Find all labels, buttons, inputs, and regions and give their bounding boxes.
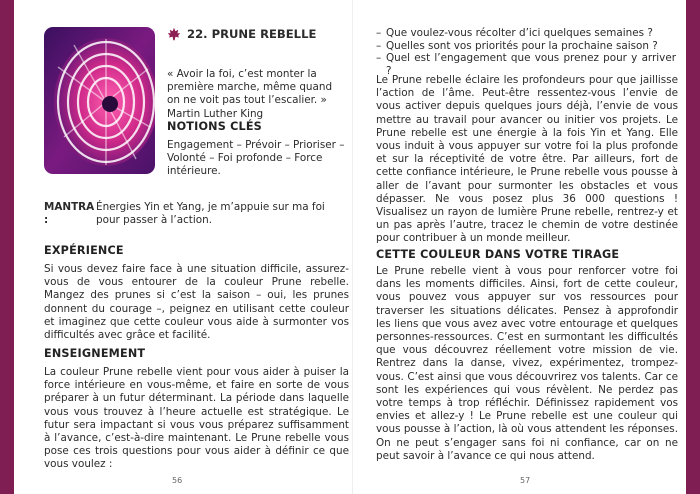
- main-paragraph: Le Prune rebelle éclaire les profondeurs pour que jaillisse l’action de l’âme. Peut-être ressentez-vous l’envie de vous activer depuis quelques jours déjà, l’envie de vous mettre au travail pour avancer ou initier vos projets. Le Prune rebelle est une énergie à la fois Yin et Yang. Elle vous induit à vous appuyer sur votre foi la plus profonde et sur la réceptivité de votre être. Par ailleurs, fort de cette confiance intérieure, le Prune rebelle vous pousse à aller de l’avant pour surmonter les obstacles et vous dépasser. Ne vous posez plus 36 000 questions ! Visualisez un rayon de lumière Prune rebelle, rentrez-y et un pas après l’autre, tracez le chemin de votre destinée pour contribuer à un monde meilleur.: [376, 74, 678, 245]
- card-title: [167, 27, 316, 41]
- left-cover-edge: [0, 0, 14, 494]
- enseignement-section: [44, 347, 349, 472]
- tirage-heading: CETTE COULEUR DANS VOTRE TIRAGE: [376, 248, 620, 261]
- list-item: – Quel est l’engagement que vous prenez pour y arriver ?: [376, 52, 676, 77]
- card-title-text: 22. PRUNE REBELLE: [187, 27, 317, 41]
- spiral-staircase-image: [44, 27, 155, 174]
- mantra-text: Énergies Yin et Yang, je m’appuie sur ma foi pour passer à l’action.: [96, 201, 325, 227]
- enseignement-heading: ENSEIGNEMENT: [44, 347, 146, 360]
- experience-heading: EXPÉRIENCE: [44, 244, 124, 257]
- list-item: – Quelles sont vos priorités pour la prochaine saison ?: [376, 39, 658, 52]
- experience-text: Si vous devez faire face à une situation difficile, assurez-vous de vous entourer de la couleur Prune rebelle. Mangez des prunes si c’est la saison – oui, les prunes donnent du courage –, peignez en utilisant cette couleur et imaginez que cette couleur vous aide à surmonter vos difficultés avec grâce et facilité.: [44, 263, 349, 342]
- maple-leaf-icon: [167, 27, 181, 41]
- page-number-right: 57: [520, 476, 531, 485]
- tirage-text: Le Prune rebelle vient à vous pour renforcer votre foi dans les moments difficiles. Ainsi, fort de cette couleur, vous pouvez vous appuyer sur vos ressources pour traverser les situations délicates. Pensez à approfondir les liens que vous avez avec votre entourage et quelques personnes-ressources. C’est en surmontant les difficultés que vous découvrez réellement votre mission de vie. Rentrez dans la danse, vivez, expérimentez, trompez-vous. C’est ainsi que vous découvrirez vos talents. Car ce sont les expériences qui vous révèlent. Ne perdez pas votre temps à trop réfléchir. Définissez rapidement vos envies et allez-y ! Le Prune rebelle est une couleur qui vous pousse à l’action, là où vous attendent les réponses. On ne peut s’engager sans foi ni confiance, car on ne peut savoir à l’avance ce qui nous attend.: [376, 265, 678, 462]
- questions-list: [376, 27, 676, 77]
- experience-section: [44, 244, 349, 342]
- right-cover-edge: [686, 0, 700, 494]
- page-number-left: 56: [172, 476, 183, 485]
- right-page: [353, 0, 686, 494]
- enseignement-text: La couleur Prune rebelle vient pour vous aider à puiser la force intérieure en vous-même, et faire en sorte de vous préparer à un futur déterminant. La période dans laquelle vous vous trouvez à l’heure actuelle est stratégique. Le futur sera impactant si vous vous préparez suffisamment à l’avance, c’est-à-dire maintenant. Le Prune rebelle vous pose ces trois questions pour vous aider à définir ce que vous voulez :: [44, 366, 349, 471]
- notions-text: Engagement – Prévoir – Prioriser – Volonté – Foi profonde – Force intérieure.: [167, 139, 345, 178]
- mantra: [44, 201, 349, 227]
- mantra-label: MANTRA :: [44, 201, 95, 227]
- list-item: – Que voulez-vous récolter d’ici quelques semaines ?: [376, 27, 653, 39]
- notions-heading: NOTIONS CLÉS: [167, 120, 262, 133]
- quote-text: « Avoir la foi, c’est monter la première marche, même quand on ne voit pas tout l’escalier. » Martin Luther King: [167, 68, 333, 120]
- left-page: [14, 0, 353, 494]
